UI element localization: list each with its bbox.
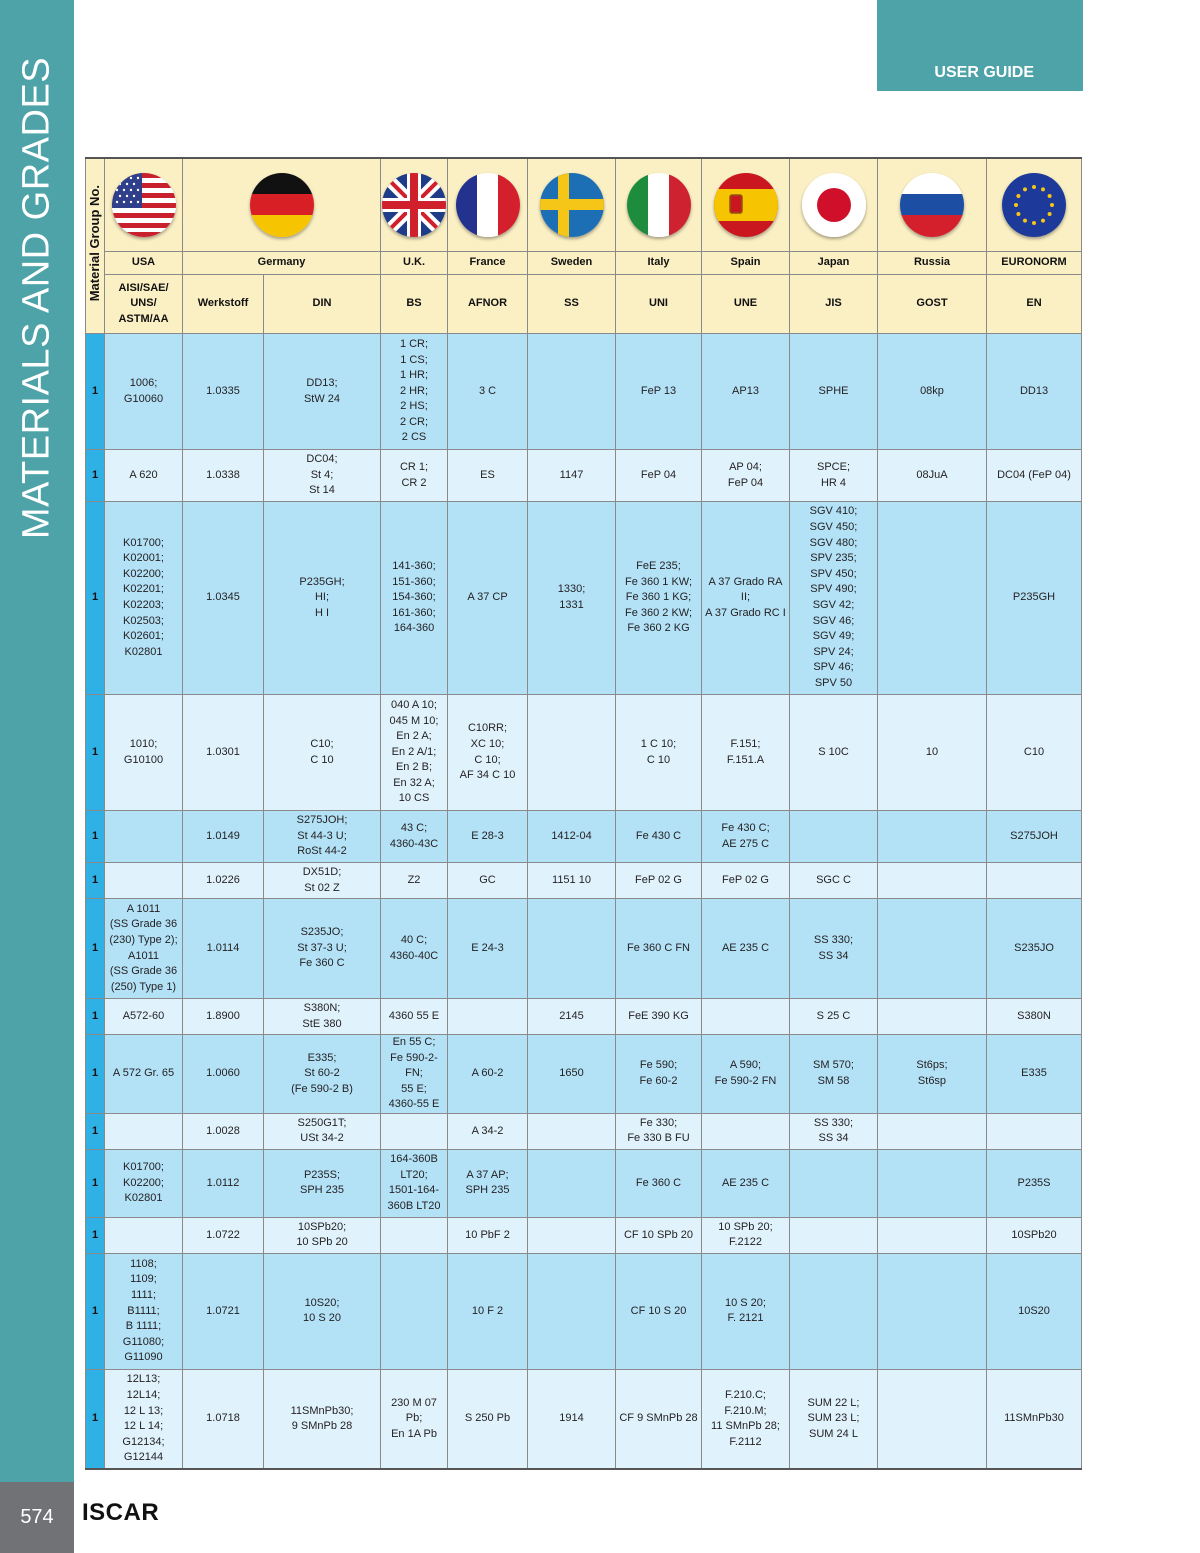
country-germany: Germany — [183, 252, 381, 275]
cell-usa: A572-60 — [105, 999, 183, 1035]
cell-usa: A 620 — [105, 450, 183, 502]
russia-flag-icon — [900, 173, 964, 237]
cell-une: F.210.C; F.210.M; 11 SMnPb 28; F.2112 — [702, 1369, 790, 1469]
cell-gost: 08kp — [878, 334, 987, 450]
cell-din: 11SMnPb30; 9 SMnPb 28 — [264, 1369, 381, 1469]
cell-jis: SUM 22 L; SUM 23 L; SUM 24 L — [790, 1369, 878, 1469]
cell-afnor: A 37 CP — [448, 502, 528, 695]
flag-cell-sweden — [528, 158, 616, 252]
cell-uni: Fe 590; Fe 60-2 — [616, 1035, 702, 1114]
cell-en: P235S — [987, 1149, 1082, 1217]
cell-din: DC04; St 4; St 14 — [264, 450, 381, 502]
eu-flag-icon — [1002, 173, 1066, 237]
table-row — [86, 1149, 1082, 1217]
cell-uni: Fe 430 C — [616, 811, 702, 863]
std-une: UNE — [702, 275, 790, 334]
cell-werkstoff: 1.0112 — [183, 1149, 264, 1217]
cell-usa: A 1011 (SS Grade 36 (230) Type 2); A1011 (SS Grade 36 (250) Type 1) — [105, 899, 183, 999]
table-row — [86, 863, 1082, 899]
flag-cell-germany — [183, 158, 381, 252]
country-italy: Italy — [616, 252, 702, 275]
country-uk: U.K. — [381, 252, 448, 275]
cell-group: 1 — [86, 502, 105, 695]
cell-afnor: ES — [448, 450, 528, 502]
table-row — [86, 999, 1082, 1035]
cell-jis — [790, 811, 878, 863]
cell-jis: SS 330; SS 34 — [790, 899, 878, 999]
cell-uni: FeP 13 — [616, 334, 702, 450]
cell-group: 1 — [86, 1217, 105, 1253]
cell-ss: 1412-04 — [528, 811, 616, 863]
cell-group: 1 — [86, 1113, 105, 1149]
cell-jis: S 10C — [790, 695, 878, 811]
country-france: France — [448, 252, 528, 275]
flag-cell-italy — [616, 158, 702, 252]
cell-en: S235JO — [987, 899, 1082, 999]
cell-uni: Fe 360 C FN — [616, 899, 702, 999]
std-uni: UNI — [616, 275, 702, 334]
cell-uni: Fe 330; Fe 330 B FU — [616, 1113, 702, 1149]
std-werkstoff: Werkstoff — [183, 275, 264, 334]
uk-flag-icon — [382, 173, 446, 237]
cell-din: S250G1T; USt 34-2 — [264, 1113, 381, 1149]
cell-uni: FeE 235; Fe 360 1 KW; Fe 360 1 KG; Fe 360 2 KW; Fe 360 2 KG — [616, 502, 702, 695]
usa-flag-icon — [112, 173, 176, 237]
cell-en: DD13 — [987, 334, 1082, 450]
cell-bs: 40 C; 4360-40C — [381, 899, 448, 999]
cell-une: F.151; F.151.A — [702, 695, 790, 811]
side-bar — [0, 0, 74, 1553]
cell-ss: 1147 — [528, 450, 616, 502]
flag-cell-euronorm — [987, 158, 1082, 252]
cell-afnor — [448, 999, 528, 1035]
table-row — [86, 1253, 1082, 1369]
cell-group: 1 — [86, 695, 105, 811]
cell-gost — [878, 899, 987, 999]
cell-jis: SM 570; SM 58 — [790, 1035, 878, 1114]
cell-en: DC04 (FeP 04) — [987, 450, 1082, 502]
cell-din: S380N; StE 380 — [264, 999, 381, 1035]
cell-afnor: E 28-3 — [448, 811, 528, 863]
cell-jis: SGV 410; SGV 450; SGV 480; SPV 235; SPV 450; SPV 490; SGV 42; SGV 46; SGV 49; SPV 24; SPV 46; SPV 50 — [790, 502, 878, 695]
cell-usa — [105, 863, 183, 899]
table-row — [86, 334, 1082, 450]
cell-une: AP 04; FeP 04 — [702, 450, 790, 502]
cell-jis: SPCE; HR 4 — [790, 450, 878, 502]
cell-din: 10SPb20; 10 SPb 20 — [264, 1217, 381, 1253]
cell-uni: FeP 04 — [616, 450, 702, 502]
cell-ss — [528, 1253, 616, 1369]
cell-gost — [878, 863, 987, 899]
cell-bs: 040 A 10; 045 M 10; En 2 A; En 2 A/1; En 2 B; En 32 A; 10 CS — [381, 695, 448, 811]
cell-afnor: E 24-3 — [448, 899, 528, 999]
cell-bs: CR 1; CR 2 — [381, 450, 448, 502]
japan-flag-icon — [802, 173, 866, 237]
std-jis: JIS — [790, 275, 878, 334]
cell-uni: CF 10 S 20 — [616, 1253, 702, 1369]
cell-gost — [878, 1149, 987, 1217]
cell-une: AP13 — [702, 334, 790, 450]
cell-group: 1 — [86, 863, 105, 899]
table-row — [86, 502, 1082, 695]
materials-grades-table — [85, 157, 1082, 1470]
cell-werkstoff: 1.0114 — [183, 899, 264, 999]
cell-usa — [105, 811, 183, 863]
cell-group: 1 — [86, 811, 105, 863]
std-gost: GOST — [878, 275, 987, 334]
table-row — [86, 811, 1082, 863]
country-russia: Russia — [878, 252, 987, 275]
germany-flag-icon — [250, 173, 314, 237]
cell-group: 1 — [86, 1035, 105, 1114]
cell-group: 1 — [86, 1369, 105, 1469]
cell-usa: 1108; 1109; 1111; B1111; B 1111; G11080; G11090 — [105, 1253, 183, 1369]
cell-ss — [528, 1217, 616, 1253]
table-row — [86, 1113, 1082, 1149]
italy-flag-icon — [627, 173, 691, 237]
cell-une: Fe 430 C; AE 275 C — [702, 811, 790, 863]
cell-gost — [878, 502, 987, 695]
cell-jis — [790, 1217, 878, 1253]
cell-en — [987, 1113, 1082, 1149]
cell-ss: 1330; 1331 — [528, 502, 616, 695]
cell-ss: 2145 — [528, 999, 616, 1035]
cell-une — [702, 999, 790, 1035]
cell-une: 10 S 20; F. 2121 — [702, 1253, 790, 1369]
cell-group: 1 — [86, 450, 105, 502]
cell-en: S380N — [987, 999, 1082, 1035]
cell-usa: 1010; G10100 — [105, 695, 183, 811]
cell-werkstoff: 1.0335 — [183, 334, 264, 450]
std-din: DIN — [264, 275, 381, 334]
cell-en — [987, 863, 1082, 899]
cell-usa: K01700; K02001; K02200; K02201; K02203; K02503; K02601; K02801 — [105, 502, 183, 695]
cell-gost — [878, 1253, 987, 1369]
cell-afnor: GC — [448, 863, 528, 899]
cell-afnor: 10 PbF 2 — [448, 1217, 528, 1253]
cell-ss — [528, 334, 616, 450]
cell-afnor: A 34-2 — [448, 1113, 528, 1149]
cell-ss: 1650 — [528, 1035, 616, 1114]
cell-usa: K01700; K02200; K02801 — [105, 1149, 183, 1217]
std-usa: AISI/SAE/ UNS/ ASTM/AA — [105, 275, 183, 334]
cell-ss: 1914 — [528, 1369, 616, 1469]
cell-werkstoff: 1.0028 — [183, 1113, 264, 1149]
country-usa: USA — [105, 252, 183, 275]
cell-gost: St6ps; St6sp — [878, 1035, 987, 1114]
cell-afnor: C10RR; XC 10; C 10; AF 34 C 10 — [448, 695, 528, 811]
sweden-flag-icon — [540, 173, 604, 237]
cell-une: AE 235 C — [702, 899, 790, 999]
cell-afnor: A 37 AP; SPH 235 — [448, 1149, 528, 1217]
table-row — [86, 695, 1082, 811]
cell-bs: En 55 C; Fe 590-2-FN; 55 E; 4360-55 E — [381, 1035, 448, 1114]
cell-bs: 164-360B LT20; 1501-164- 360B LT20 — [381, 1149, 448, 1217]
cell-bs — [381, 1217, 448, 1253]
cell-werkstoff: 1.0149 — [183, 811, 264, 863]
cell-gost — [878, 1113, 987, 1149]
cell-din: 10S20; 10 S 20 — [264, 1253, 381, 1369]
cell-uni: FeP 02 G — [616, 863, 702, 899]
cell-jis: SPHE — [790, 334, 878, 450]
cell-gost — [878, 999, 987, 1035]
cell-une: A 37 Grado RA II; A 37 Grado RC I — [702, 502, 790, 695]
cell-din: DX51D; St 02 Z — [264, 863, 381, 899]
cell-bs — [381, 1113, 448, 1149]
cell-ss: 1151 10 — [528, 863, 616, 899]
flag-cell-france — [448, 158, 528, 252]
cell-en: 10S20 — [987, 1253, 1082, 1369]
country-euronorm: EURONORM — [987, 252, 1082, 275]
cell-ss — [528, 695, 616, 811]
user-guide-tab — [877, 0, 1083, 91]
std-en: EN — [987, 275, 1082, 334]
cell-gost — [878, 1217, 987, 1253]
table-row — [86, 450, 1082, 502]
cell-usa: 1006; G10060 — [105, 334, 183, 450]
cell-gost: 08JuA — [878, 450, 987, 502]
cell-une: FeP 02 G — [702, 863, 790, 899]
cell-din: S235JO; St 37-3 U; Fe 360 C — [264, 899, 381, 999]
cell-bs: 1 CR; 1 CS; 1 HR; 2 HR; 2 HS; 2 CR; 2 CS — [381, 334, 448, 450]
cell-werkstoff: 1.0722 — [183, 1217, 264, 1253]
cell-bs: 4360 55 E — [381, 999, 448, 1035]
flag-cell-spain — [702, 158, 790, 252]
cell-ss — [528, 1113, 616, 1149]
cell-werkstoff: 1.0721 — [183, 1253, 264, 1369]
cell-gost: 10 — [878, 695, 987, 811]
cell-werkstoff: 1.0060 — [183, 1035, 264, 1114]
cell-ss — [528, 899, 616, 999]
cell-uni: CF 9 SMnPb 28 — [616, 1369, 702, 1469]
table-row — [86, 1369, 1082, 1469]
cell-group: 1 — [86, 999, 105, 1035]
brand-logo: ISCAR — [82, 1499, 160, 1526]
cell-din: E335; St 60-2 (Fe 590-2 B) — [264, 1035, 381, 1114]
cell-en: 11SMnPb30 — [987, 1369, 1082, 1469]
country-spain: Spain — [702, 252, 790, 275]
cell-en: P235GH — [987, 502, 1082, 695]
cell-uni: CF 10 SPb 20 — [616, 1217, 702, 1253]
flag-cell-usa — [105, 158, 183, 252]
cell-usa — [105, 1113, 183, 1149]
country-sweden: Sweden — [528, 252, 616, 275]
cell-une: A 590; Fe 590-2 FN — [702, 1035, 790, 1114]
cell-en: C10 — [987, 695, 1082, 811]
std-bs: BS — [381, 275, 448, 334]
cell-group: 1 — [86, 1149, 105, 1217]
france-flag-icon — [456, 173, 520, 237]
cell-din: P235S; SPH 235 — [264, 1149, 381, 1217]
cell-group: 1 — [86, 1253, 105, 1369]
table-row — [86, 899, 1082, 999]
cell-uni: 1 C 10; C 10 — [616, 695, 702, 811]
cell-en: 10SPb20 — [987, 1217, 1082, 1253]
cell-din: DD13; StW 24 — [264, 334, 381, 450]
cell-werkstoff: 1.0226 — [183, 863, 264, 899]
cell-werkstoff: 1.0345 — [183, 502, 264, 695]
cell-bs: 141-360; 151-360; 154-360; 161-360; 164-360 — [381, 502, 448, 695]
std-ss: SS — [528, 275, 616, 334]
cell-werkstoff: 1.0718 — [183, 1369, 264, 1469]
user-guide-label: USER GUIDE — [934, 64, 1034, 81]
cell-jis: SS 330; SS 34 — [790, 1113, 878, 1149]
flag-cell-japan — [790, 158, 878, 252]
cell-jis: SGC C — [790, 863, 878, 899]
cell-jis — [790, 1149, 878, 1217]
cell-afnor: S 250 Pb — [448, 1369, 528, 1469]
cell-bs: Z2 — [381, 863, 448, 899]
cell-din: C10; C 10 — [264, 695, 381, 811]
cell-jis — [790, 1253, 878, 1369]
group-header: Material Group No. — [86, 158, 105, 334]
cell-bs: 43 C; 4360-43C — [381, 811, 448, 863]
cell-une — [702, 1113, 790, 1149]
cell-afnor: 3 C — [448, 334, 528, 450]
table-row — [86, 1217, 1082, 1253]
country-japan: Japan — [790, 252, 878, 275]
section-title: MATERIALS AND GRADES — [15, 56, 58, 540]
page-number: 574 — [0, 1482, 74, 1553]
cell-werkstoff: 1.0338 — [183, 450, 264, 502]
cell-group: 1 — [86, 334, 105, 450]
cell-en: S275JOH — [987, 811, 1082, 863]
cell-jis: S 25 C — [790, 999, 878, 1035]
cell-usa: A 572 Gr. 65 — [105, 1035, 183, 1114]
cell-afnor: 10 F 2 — [448, 1253, 528, 1369]
cell-bs — [381, 1253, 448, 1369]
cell-uni: FeE 390 KG — [616, 999, 702, 1035]
grade-rows — [86, 334, 1082, 1470]
cell-werkstoff: 1.8900 — [183, 999, 264, 1035]
cell-uni: Fe 360 C — [616, 1149, 702, 1217]
cell-din: P235GH; HI; H I — [264, 502, 381, 695]
cell-usa: 12L13; 12L14; 12 L 13; 12 L 14; G12134; G12144 — [105, 1369, 183, 1469]
cell-werkstoff: 1.0301 — [183, 695, 264, 811]
cell-group: 1 — [86, 899, 105, 999]
spain-flag-icon — [714, 173, 778, 237]
table-row — [86, 1035, 1082, 1114]
flag-cell-russia — [878, 158, 987, 252]
cell-en: E335 — [987, 1035, 1082, 1114]
cell-usa — [105, 1217, 183, 1253]
std-afnor: AFNOR — [448, 275, 528, 334]
cell-ss — [528, 1149, 616, 1217]
cell-afnor: A 60-2 — [448, 1035, 528, 1114]
cell-gost — [878, 1369, 987, 1469]
cell-din: S275JOH; St 44-3 U; RoSt 44-2 — [264, 811, 381, 863]
flag-cell-uk — [381, 158, 448, 252]
cell-une: AE 235 C — [702, 1149, 790, 1217]
cell-bs: 230 M 07 Pb; En 1A Pb — [381, 1369, 448, 1469]
cell-gost — [878, 811, 987, 863]
cell-une: 10 SPb 20; F.2122 — [702, 1217, 790, 1253]
